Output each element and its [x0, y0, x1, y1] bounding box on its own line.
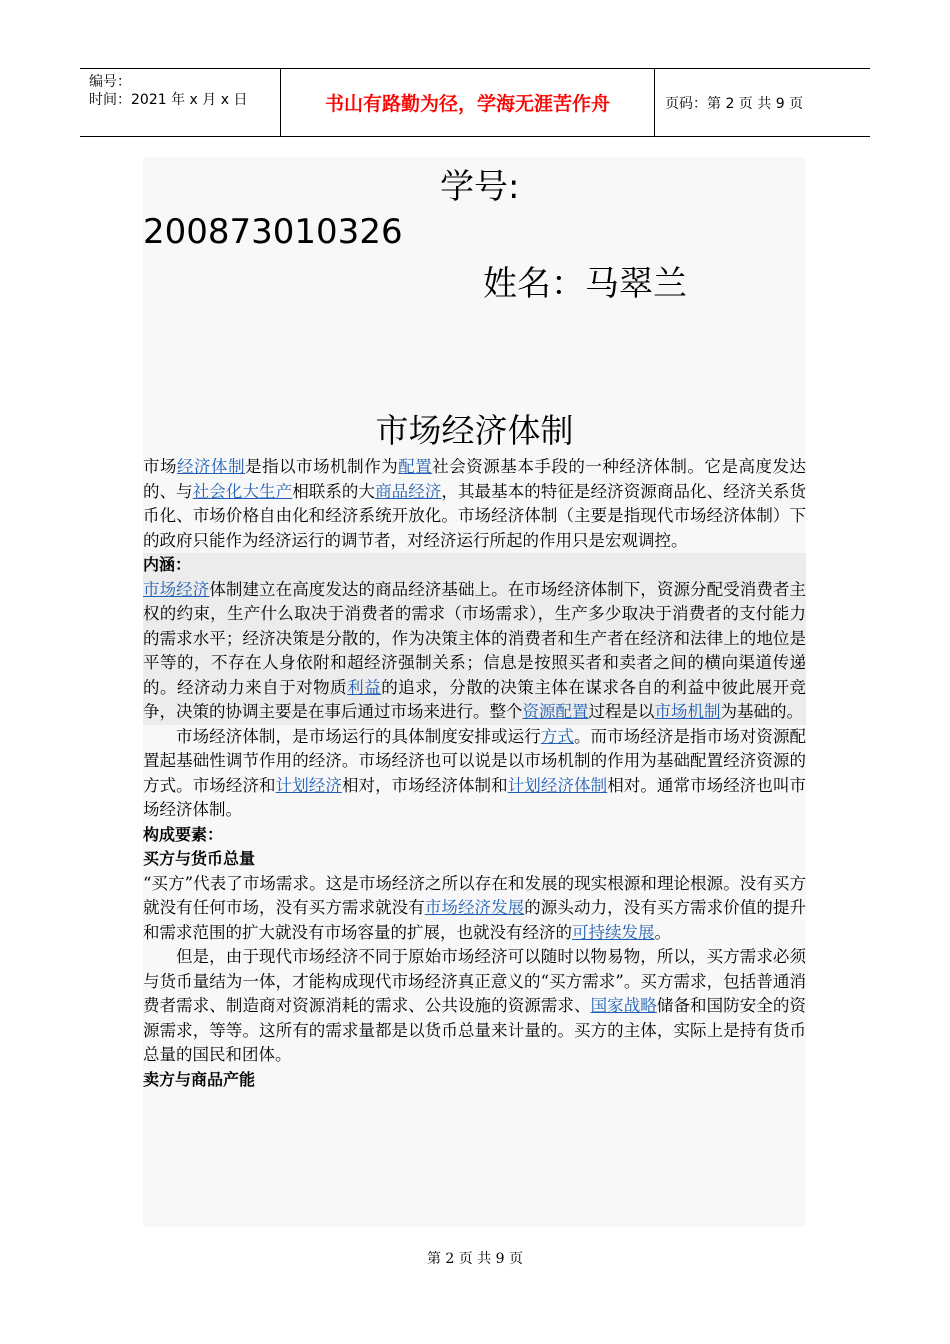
paragraph-buyer [143, 872, 806, 946]
text-span: 市场 [143, 457, 178, 476]
link-market-mechanism[interactable]: 市场机制 [654, 702, 721, 721]
text-span: 社会资源基本手段的一种经济体制。它是高度发达的、与 [143, 457, 807, 501]
link-allocation[interactable]: 配置 [398, 457, 433, 476]
text-flow [143, 455, 806, 1092]
link-national-strategy[interactable]: 国家战略 [590, 996, 657, 1015]
student-id-number: 200873010326 [143, 212, 403, 252]
heading-elements: 构成要素： [143, 824, 224, 844]
doc-number-label: 编号： [89, 74, 131, 90]
shaded-section [143, 553, 806, 725]
text-span: 过程是以 [588, 702, 655, 721]
text-span: ，其最基本的特征是经济资源商品化、经济关系货币化、市场价格自由化和经济系统开放化。市场经济体制（主要是指现代市场经济体制）下的政府只能作为经济运行的调节者，对经济运行所起的作用只是宏观调控。 [143, 481, 807, 550]
header-motto: 书山有路勤为径，学海无涯苦作舟 [281, 69, 655, 136]
doc-time-label: 时间：2021 年 x 月 x 日 [89, 92, 248, 108]
link-market-development[interactable]: 市场经济发展 [424, 898, 525, 917]
link-resource-allocation[interactable]: 资源配置 [522, 702, 589, 721]
text-span: 市场经济体制，是市场运行的具体制度安排或运行 [176, 726, 541, 746]
student-id-label: 学号: [440, 167, 520, 207]
link-method[interactable]: 方式 [540, 726, 574, 746]
header-table [80, 68, 870, 137]
link-market-economy[interactable]: 市场经济 [143, 579, 210, 599]
text-span: 为基础的。 [720, 702, 803, 721]
text-span: 相对。通常市场经济也叫市场经济体制。 [143, 775, 807, 819]
document-title: 市场经济体制 [375, 411, 574, 450]
text-span: 储备和国防安全的资源需求，等等。这所有的需求量都是以货币总量来计量的。买方的主体，实际上是持有货币总量的国民和团体。 [143, 996, 807, 1064]
paragraph-buyer-money [143, 945, 806, 1068]
heading-buyer: 买方与货币总量 [143, 849, 256, 868]
link-interest[interactable]: 利益 [347, 677, 382, 697]
student-name: 姓名：马翠兰 [483, 264, 687, 304]
link-economic-system[interactable]: 经济体制 [177, 457, 246, 476]
text-span: 的追求，分散的决策主体在谋求各自的利益中彼此展开竞争，决策的协调主要是在事后通过市场来进行。整个 [143, 677, 807, 721]
page-footer: 第 2 页 共 9 页 [426, 1251, 524, 1267]
text-span: 但是，由于现代市场经济不同于原始市场经济可以随时以物易物，所以，买方需求必须与货币量结为一体，才能构成现代市场经济真正意义的“买方需求”。买方需求，包括普通消费者需求、制造商对资源消耗的需求、公共设施的资源需求、 [143, 947, 806, 1015]
heading-connotation: 内涵： [143, 555, 192, 574]
document-body [143, 157, 806, 1227]
link-sustainable-development[interactable]: 可持续发展 [572, 922, 655, 942]
text-span: “买方”代表了市场需求。这是市场经济之所以存在和发展的现实根源和理论根源。没有买方就没有任何市场，没有买方需求就没有 [143, 873, 806, 917]
link-planned-economy[interactable]: 计划经济 [275, 775, 342, 795]
text-span: 是指以市场机制作为 [245, 457, 399, 476]
link-planned-economic-system[interactable]: 计划经济体制 [507, 775, 608, 795]
header-meta-cell [80, 69, 281, 136]
link-socialized-production[interactable]: 社会化大生产 [192, 481, 293, 501]
text-span: 。而市场经济是指市场对资源配置起基础性调节作用的经济。市场经济也可以说是以市场机制的作用为基础配置经济资源的方式。市场经济和 [143, 726, 807, 795]
text-span: 。 [654, 922, 671, 942]
heading-seller: 卖方与商品产能 [143, 1069, 256, 1089]
text-span: 相联系的大 [292, 481, 376, 501]
paragraph-intro [143, 455, 806, 553]
text-span: 的源头动力，没有买方需求价值的提升和需求范围的扩大就没有市场容量的扩展，也就没有经济的 [143, 898, 807, 942]
paragraph-definition [143, 725, 806, 823]
header-page-info: 页码：第 2 页 共 9 页 [665, 95, 804, 112]
link-commodity-economy[interactable]: 商品经济 [375, 481, 442, 501]
paragraph-connotation [143, 578, 806, 725]
text-span: 体制建立在高度发达的商品经济基础上。在市场经济体制下，资源分配受消费者主权的约束，生产什么取决于消费者的需求（市场需求），生产多少取决于消费者的支付能力的需求水平；经济决策是分散的，作为决策主体的消费者和生产者在经济和法律上的地位是平等的，不存在人身依附和超经济强制关系；信息是按照买者和卖者之间的横向渠道传递的。经济动力来自于对物质 [143, 579, 807, 697]
text-span: 相对，市场经济体制和 [341, 775, 508, 795]
